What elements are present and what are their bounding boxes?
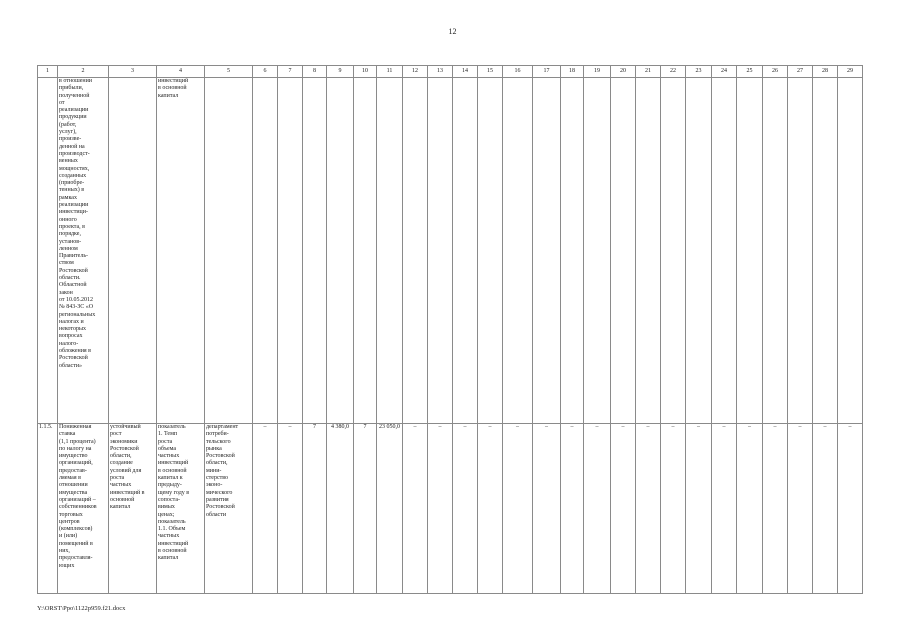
row1-empty-cell <box>561 78 584 424</box>
row1-empty-cell <box>686 78 712 424</box>
row2-value-cell: 23 050,0 <box>377 424 403 594</box>
row2-value-cell: – <box>584 424 611 594</box>
row1-empty-cell <box>278 78 303 424</box>
row1-empty-cell <box>661 78 686 424</box>
row2-value-cell: – <box>838 424 863 594</box>
row2-value-cell: 7 <box>354 424 377 594</box>
column-number-cell: 16 <box>503 66 533 78</box>
column-number-cell: 18 <box>561 66 584 78</box>
row1-empty-cell <box>354 78 377 424</box>
row2-goal-text: устойчивый рост экономики Ростовской области, создание условий для роста частных инвестиций в основной капитал <box>109 424 157 594</box>
document-file-path: Y:\ORST\Ppo\1122p959.f21.docx <box>37 605 126 612</box>
row1-empty-cell <box>327 78 354 424</box>
column-number-cell: 10 <box>354 66 377 78</box>
column-number-cell: 8 <box>303 66 327 78</box>
row2-value-cell: – <box>813 424 838 594</box>
column-number-cell: 1 <box>38 66 58 78</box>
column-number-cell: 7 <box>278 66 303 78</box>
row1-tax-benefit-text: в отношении прибыли, полученной от реализации продукции (работ, услуг), произве- денной на производст- венных мощностях, созданных (приобре- тенных) в рамках реализации инвестици- онного проекта, в порядке, установ- ленном Правитель- ством Ростовской области. Областной закон от 10.05.2012 № 843-ЗС «О региональных налогах и некоторых вопросах налого- обложения в Ростовской области» <box>58 78 109 424</box>
column-number-cell: 12 <box>403 66 428 78</box>
row2-value-cell: – <box>403 424 428 594</box>
row1-empty-cell <box>478 78 503 424</box>
column-number-cell: 28 <box>813 66 838 78</box>
row2-value-cell: – <box>533 424 561 594</box>
column-number-cell: 5 <box>205 66 253 78</box>
row2-value-cell: – <box>478 424 503 594</box>
column-number-cell: 25 <box>737 66 763 78</box>
row1-empty-cell <box>838 78 863 424</box>
column-number-cell: 4 <box>157 66 205 78</box>
row2-value-cell: 7 <box>303 424 327 594</box>
row1-empty-cell <box>813 78 838 424</box>
row2-value-cell: – <box>611 424 636 594</box>
column-number-cell: 11 <box>377 66 403 78</box>
column-number-cell: 3 <box>109 66 157 78</box>
row2-value-cell: – <box>278 424 303 594</box>
column-number-cell: 15 <box>478 66 503 78</box>
row1-empty-cell <box>533 78 561 424</box>
table-row <box>38 424 863 594</box>
row1-empty-cell <box>453 78 478 424</box>
row2-value-cell: – <box>763 424 788 594</box>
row1-empty-cell <box>584 78 611 424</box>
column-number-cell: 22 <box>661 66 686 78</box>
column-number-cell: 29 <box>838 66 863 78</box>
page-number: 12 <box>448 27 457 36</box>
tax-expenditure-table <box>37 65 863 594</box>
row1-goal-text <box>109 78 157 424</box>
row2-indicator-text: показатель 1. Темп роста объема частных инвестиций в основной капитал к предыду- щему году в сопоста- вимых ценах; показатель 1.1. Объем частных инвестиций в основной капитал <box>157 424 205 594</box>
row2-tax-benefit-text: Пониженная ставка (1,1 процента) по налогу на имущество организаций, предостав- ляемая в отношении имущества организаций – собственников торговых центров (комплексов) и (или) помещений в них, предоставля- ющих <box>58 424 109 594</box>
row1-empty-cell <box>737 78 763 424</box>
column-number-cell: 13 <box>428 66 453 78</box>
column-number-cell: 24 <box>712 66 737 78</box>
row1-indicator-text: инвестиций в основной капитал <box>157 78 205 424</box>
row1-empty-cell <box>403 78 428 424</box>
row1-empty-cell <box>611 78 636 424</box>
row1-empty-cell <box>303 78 327 424</box>
row2-value-cell: – <box>712 424 737 594</box>
row1-empty-cell <box>253 78 278 424</box>
column-number-cell: 26 <box>763 66 788 78</box>
column-number-cell: 27 <box>788 66 813 78</box>
table-row <box>38 78 863 424</box>
row1-empty-cell <box>763 78 788 424</box>
column-number-cell: 9 <box>327 66 354 78</box>
column-number-cell: 6 <box>253 66 278 78</box>
row2-value-cell: 4 380,0 <box>327 424 354 594</box>
row2-value-cell: – <box>561 424 584 594</box>
row1-empty-cell <box>712 78 737 424</box>
column-number-cell: 19 <box>584 66 611 78</box>
column-number-cell: 21 <box>636 66 661 78</box>
row2-value-cell: – <box>453 424 478 594</box>
column-number-cell: 2 <box>58 66 109 78</box>
row2-value-cell: – <box>503 424 533 594</box>
row2-value-cell: – <box>788 424 813 594</box>
row1-empty-cell <box>428 78 453 424</box>
row2-value-cell: – <box>428 424 453 594</box>
row2-value-cell: – <box>686 424 712 594</box>
row1-col5 <box>205 78 253 424</box>
column-number-cell: 14 <box>453 66 478 78</box>
row1-empty-cell <box>377 78 403 424</box>
row1-empty-cell <box>788 78 813 424</box>
row2-value-cell: – <box>253 424 278 594</box>
row2-responsible-body: департамент потреби- тельского рынка Ростовской области, мини- стерство эконо- мического развития Ростовской области <box>205 424 253 594</box>
row2-value-cell: – <box>661 424 686 594</box>
row2-value-cell: – <box>636 424 661 594</box>
row1-empty-cell <box>636 78 661 424</box>
row2-item-number: 1.1.5. <box>38 424 58 594</box>
column-number-row <box>38 66 863 78</box>
row1-empty-cell <box>503 78 533 424</box>
column-number-cell: 23 <box>686 66 712 78</box>
row1-col1 <box>38 78 58 424</box>
column-number-cell: 20 <box>611 66 636 78</box>
column-number-cell: 17 <box>533 66 561 78</box>
row2-value-cell: – <box>737 424 763 594</box>
